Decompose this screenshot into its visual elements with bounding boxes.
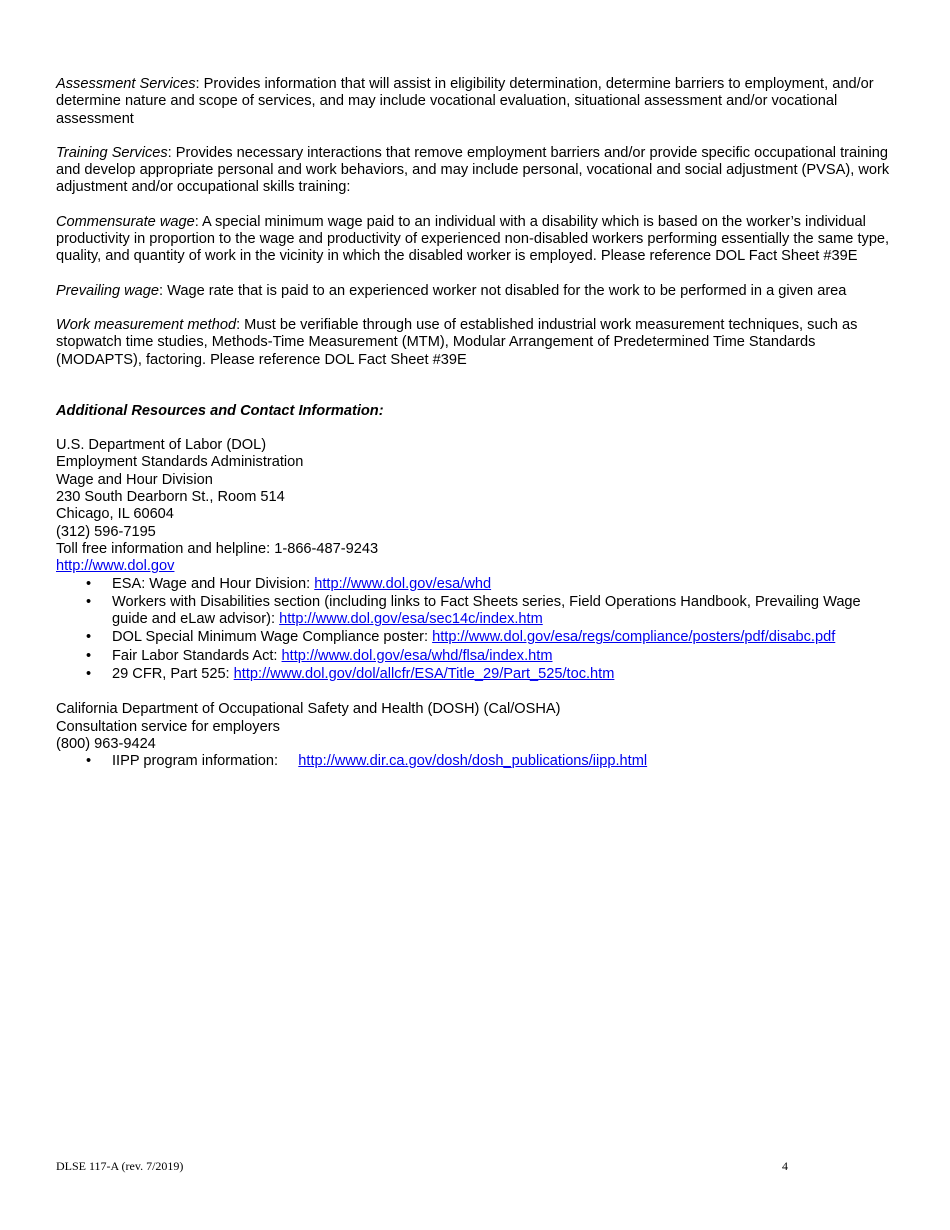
dosh-address-line: California Department of Occupational Safety and Health (DOSH) (Cal/OSHA) [56,701,561,718]
esa-whd-link[interactable]: http://www.dol.gov/esa/whd [314,575,492,592]
dol-address-line: U.S. Department of Labor (DOL) [56,437,267,454]
definition-term: Commensurate wage [56,213,195,230]
bullet-icon: • [86,575,92,592]
definition-text: : A special minimum wage paid to an individual with a disability which is based on the worker’s individual productivity in proportion to the wage and productivity of experienced non-disabled workers performing essentially the same type, quality, and quantity of work in the vicinity in which the disabled worker is employed. Please reference DOL Fact Sheet #39E [56,213,890,265]
cfr-part-525-link[interactable]: http://www.dol.gov/dol/allcfr/ESA/Title_29/Part_525/toc.htm [233,666,615,683]
dol-address-line: Chicago, IL 60604 [56,506,174,523]
bullet-icon: • [86,647,92,664]
dosh-link-list [56,753,896,770]
list-item [86,647,896,665]
definition-text: : Must be verifiable through use of established industrial work measurement techniques, such as stopwatch time studies, Methods-Time Measurement (MTM), Modular Arrangement of Predetermined Time Standards (MODAPTS), factoring. Please reference DOL Fact Sheet #39E [56,316,858,368]
dosh-address-line: (800) 963-9424 [56,735,156,752]
list-item [86,575,896,593]
definition-text: : Provides necessary interactions that remove employment barriers and/or provide specific occupational training and develop appropriate personal and work behaviors, and may include personal, vocational and social adjustment (PVSA), work adjustment and/or occupational skills training: [56,144,890,196]
definition-work-measurement-method [56,317,896,369]
dol-address-line: (312) 596-7195 [56,523,156,540]
list-item [86,753,896,770]
definition-text: : Provides information that will assist in eligibility determination, determine barriers to employment, and/or determine nature and scope of services, and may include vocational evaluation, situational assessment and/or vocational assessment [56,76,874,127]
definition-term: Assessment Services [56,76,196,92]
link-label: Fair Labor Standards Act: [112,647,282,664]
bullet-icon: • [86,593,92,610]
definition-term: Prevailing wage [56,282,160,299]
link-label: 29 CFR, Part 525: [112,666,234,683]
dosh-address-line: Consultation service for employers [56,718,280,735]
bullet-icon: • [86,753,92,770]
definition-assessment-services [56,76,896,128]
dol-link-list [56,576,896,684]
definition-training-services [56,145,896,197]
dol-website-link[interactable]: http://www.dol.gov [56,558,175,575]
definition-text: : Wage rate that is paid to an experienced worker not disabled for the work to be performed in a given area [159,282,847,299]
dol-address-line: Wage and Hour Division [56,471,213,488]
compliance-poster-link[interactable]: http://www.dol.gov/esa/regs/compliance/posters/pdf/disabc.pdf [432,629,836,646]
document-body [56,76,896,772]
definition-commensurate-wage [56,214,896,266]
definition-term: Training Services [56,144,168,161]
dol-contact-block [56,437,896,683]
list-item [86,629,896,646]
footer-page-number: 4 [782,1159,788,1173]
bullet-icon: • [86,666,92,683]
list-item [86,666,896,683]
list-item [86,593,896,629]
link-label: IIPP program information: [112,753,299,770]
link-label: DOL Special Minimum Wage Compliance poster: [112,629,433,646]
dol-address-line: Toll free information and helpline: 1-866-487-9243 [56,540,379,557]
flsa-link[interactable]: http://www.dol.gov/esa/whd/flsa/index.htm [281,647,553,664]
footer-form-id: DLSE 117-A (rev. 7/2019) [56,1159,184,1173]
dosh-contact-block [56,701,896,770]
link-label: Workers with Disabilities section (including links to Fact Sheets series, Field Operations Handbook, Prevailing Wage guide and eLaw advisor): [112,593,861,628]
dol-address-line: Employment Standards Administration [56,454,304,471]
bullet-icon: • [86,629,92,646]
link-label: ESA: Wage and Hour Division: [112,575,315,592]
iipp-link[interactable]: http://www.dir.ca.gov/dosh/dosh_publications/iipp.html [298,753,648,770]
dol-address-line: 230 South Dearborn St., Room 514 [56,489,285,506]
definition-term: Work measurement method [56,316,237,333]
resources-heading: Additional Resources and Contact Information: [56,402,384,419]
workers-disabilities-link[interactable]: http://www.dol.gov/esa/sec14c/index.htm [279,611,543,628]
definition-prevailing-wage [56,283,896,300]
